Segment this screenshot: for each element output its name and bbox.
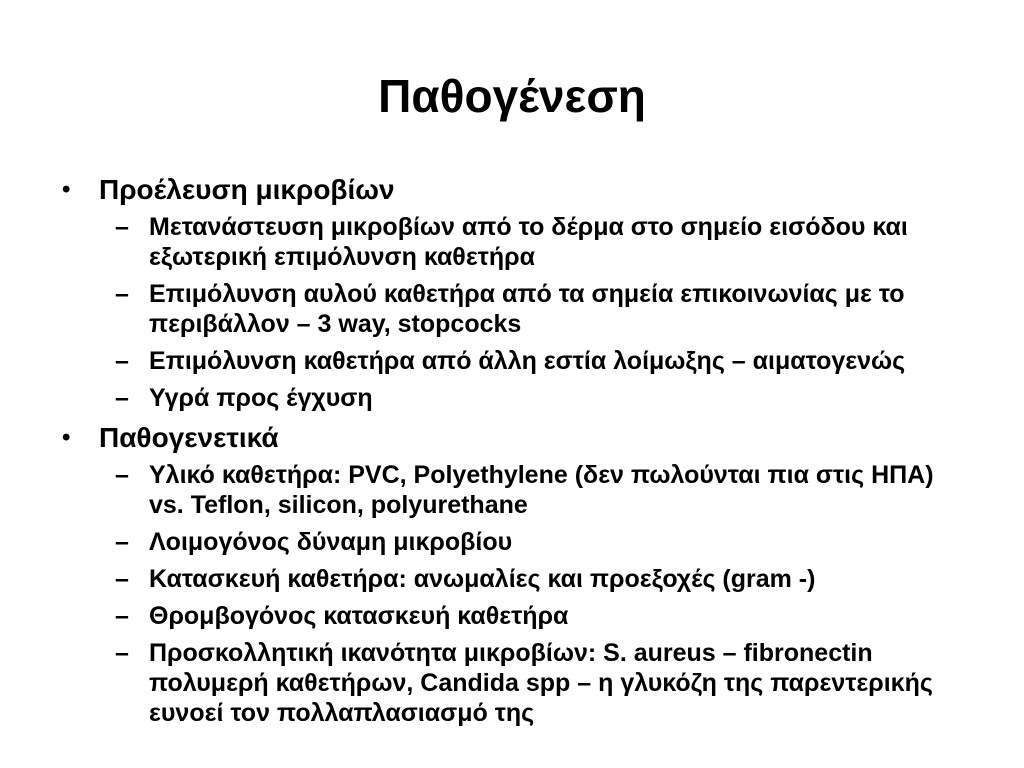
sub-bullet-item xyxy=(115,564,968,594)
bullet-text: Επιμόλυνση καθετήρα από άλλη εστία λοίμωξης – αιματογενώς xyxy=(149,347,906,375)
sub-bullet-item xyxy=(115,346,968,376)
bullet-text: Παθογενετικά xyxy=(99,422,279,453)
bullet-marker: – xyxy=(115,280,129,308)
bullet-marker: – xyxy=(115,384,129,412)
bullet-marker: – xyxy=(115,602,129,630)
bullet-marker: • xyxy=(62,424,71,451)
sub-bullet-item xyxy=(115,527,968,557)
sub-bullet-item xyxy=(115,601,968,631)
slide-title: Παθογένεση xyxy=(378,70,646,122)
sub-bullet-item xyxy=(115,212,968,272)
bullet-text: Προσκολλητική ικανότητα μικροβίων: S. aureus – fibronectin πολυμερή καθετήρων, Candida spp – η γλυκόζη της παρεντερικής ευνοεί τον πολλαπλασιασμό της xyxy=(149,639,933,727)
sub-bullet-item xyxy=(115,460,968,520)
bullet-text: Υλικό καθετήρα: PVC, Polyethylene (δεν πωλούνται πια στις ΗΠΑ) vs. Teflon, silicon, polyurethane xyxy=(149,461,934,519)
bullet-marker: • xyxy=(62,176,71,203)
bullet-text: Λοιμογόνος δύναμη μικροβίου xyxy=(149,528,513,556)
bullet-marker: – xyxy=(115,347,129,375)
bullet-text: Προέλευση μικροβίων xyxy=(99,174,395,205)
bullet-text: Θρομβογόνος κατασκευή καθετήρα xyxy=(149,602,569,630)
bullet-marker: – xyxy=(115,461,129,489)
bullet-marker: – xyxy=(115,213,129,241)
bullet-text: Επιμόλυνση αυλού καθετήρα από τα σημεία επικοινωνίας με το περιβάλλον – 3 way, stopcocks xyxy=(149,280,905,338)
bullet-text: Μετανάστευση μικροβίων από το δέρμα στο σημείο εισόδου και εξωτερική επιμόλυνση καθετήρα xyxy=(149,213,908,271)
bullet-marker: – xyxy=(115,528,129,556)
bullet-marker: – xyxy=(115,639,129,667)
bullet-marker: – xyxy=(115,565,129,593)
sub-bullet-item xyxy=(115,279,968,339)
sub-bullet-item xyxy=(115,638,968,728)
sub-bullet-item xyxy=(115,383,968,413)
bullet-item xyxy=(62,420,968,456)
bullet-list xyxy=(62,172,968,728)
bullet-item xyxy=(62,172,968,208)
bullet-text: Υγρά προς έγχυση xyxy=(149,384,373,412)
bullet-text: Κατασκευή καθετήρα: ανωμαλίες και προεξοχές (gram -) xyxy=(149,565,816,593)
